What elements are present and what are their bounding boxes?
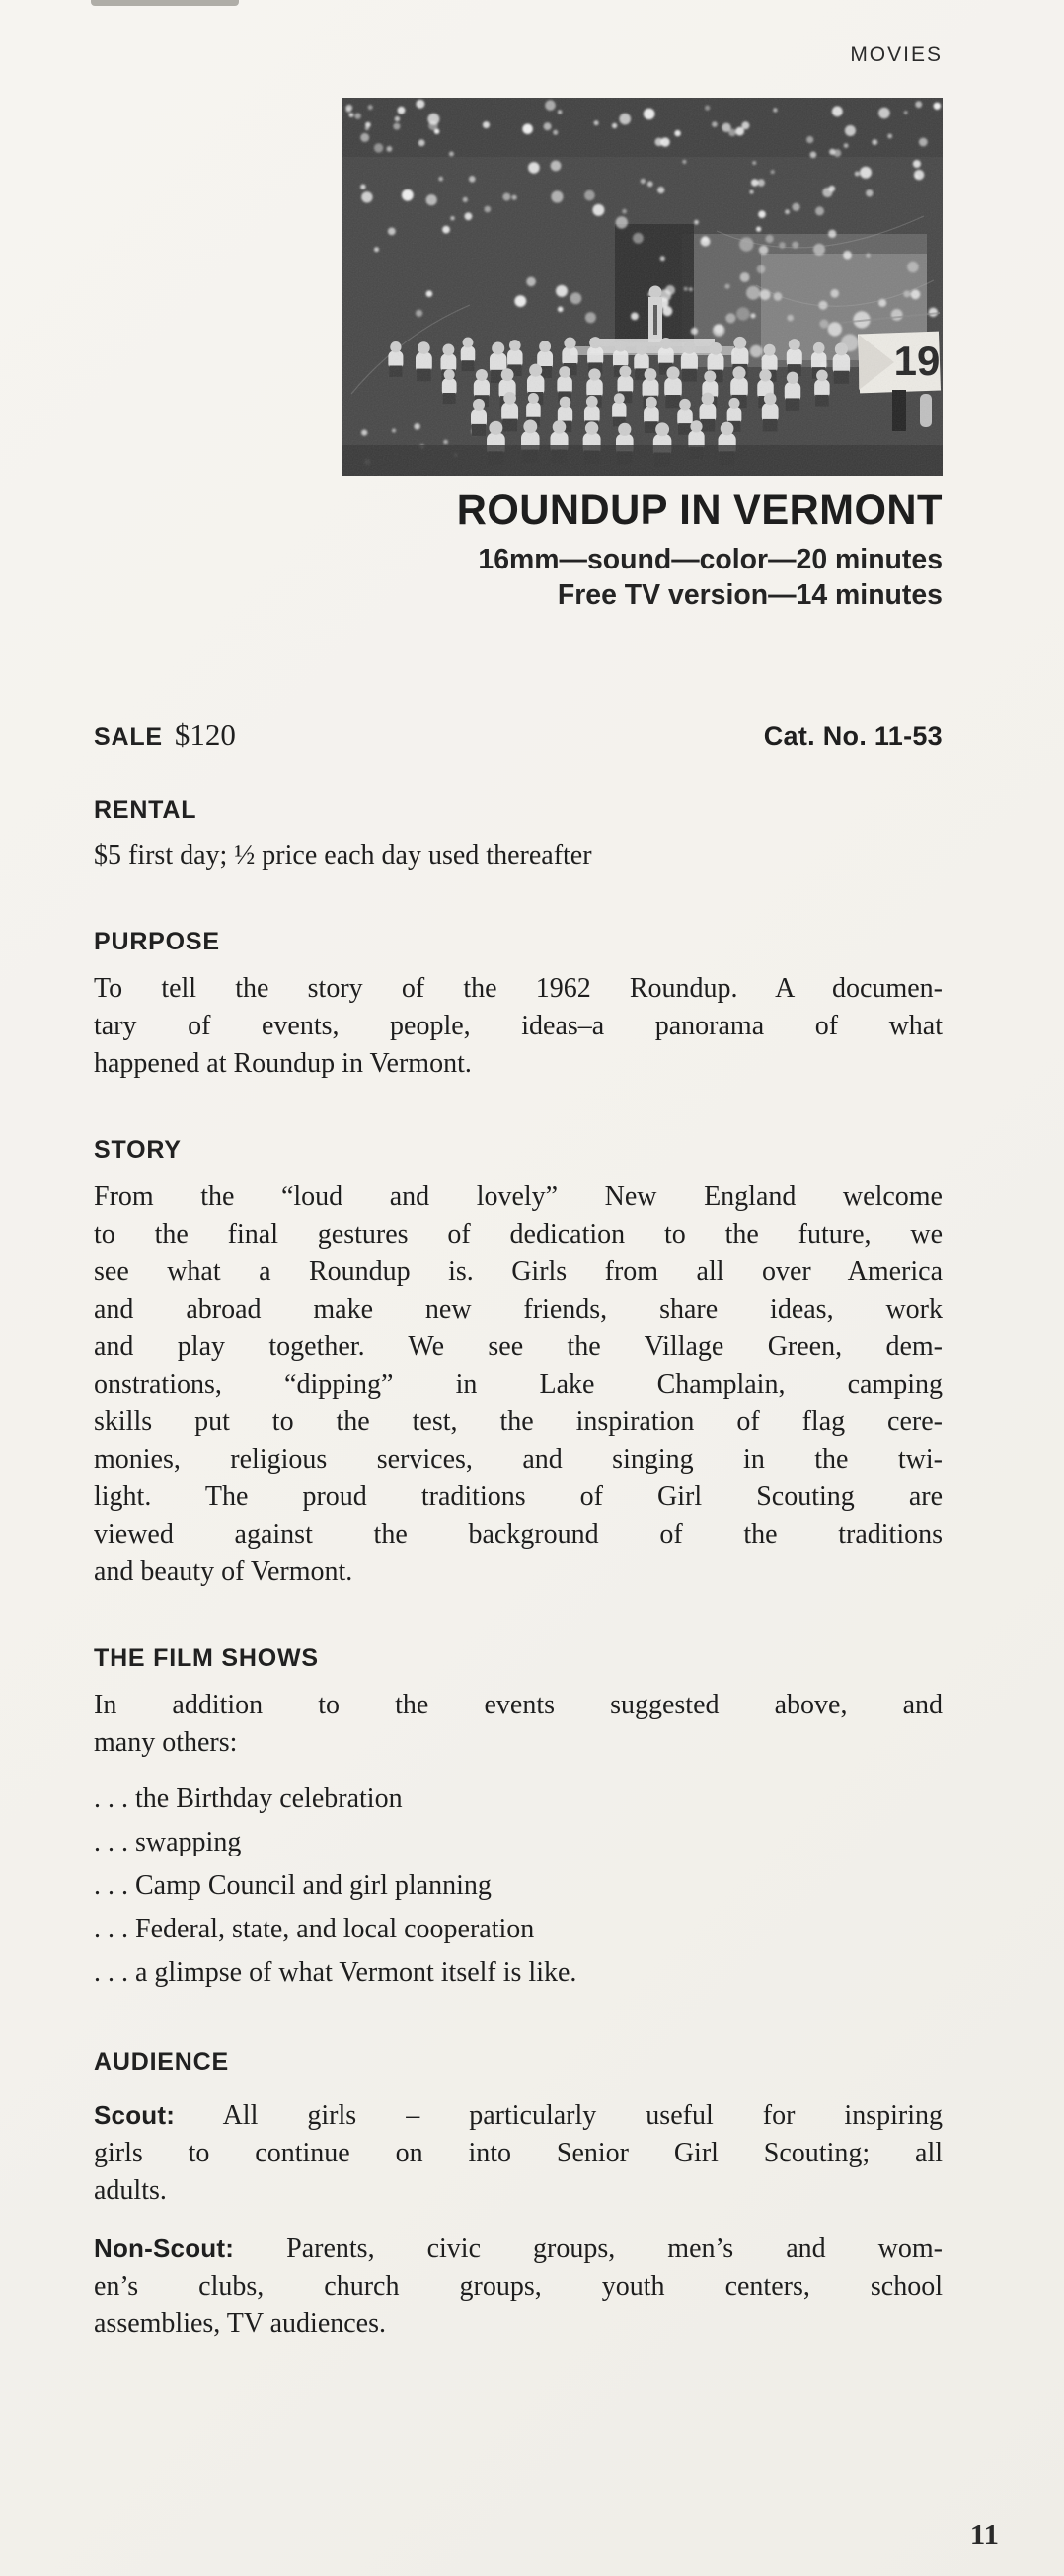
text-line: onstrations, “dipping” in Lake Champlain, camping <box>94 1369 943 1400</box>
list-item: . . . Federal, state, and local cooperation <box>94 1914 535 1944</box>
non-scout-label: Non-Scout: <box>94 2234 235 2263</box>
catalog-number: Cat. No. 11-53 <box>763 721 943 751</box>
text-line: From the “loud and lovely” New England welcome <box>94 1181 943 1212</box>
audience-heading: AUDIENCE <box>94 2048 229 2076</box>
film-shows-intro <box>94 1687 943 1762</box>
film-format-line: 16mm—sound—color—20 minutes <box>478 544 943 575</box>
text-line: see what a Roundup is. Girls from all over America <box>94 1256 943 1287</box>
text-line: en’s clubs, church groups, youth centers, school <box>94 2271 943 2302</box>
text-line: to the final gestures of dedication to the future, we <box>94 1219 943 1250</box>
text-line <box>94 2096 943 2135</box>
text-line: and abroad make new friends, share ideas, work <box>94 1294 943 1325</box>
text-line: To tell the story of the 1962 Roundup. A documen- <box>94 973 943 1004</box>
sale-row <box>94 718 943 753</box>
text-line: tary of events, people, ideas–a panorama of what <box>94 1011 943 1041</box>
page-number: 11 <box>969 2517 999 2551</box>
text-line: In addition to the events suggested above, and <box>94 1690 943 1720</box>
film-photo <box>342 98 943 476</box>
text-line: monies, religious services, and singing in the twi- <box>94 1444 943 1475</box>
text-line: skills put to the test, the inspiration of flag cere- <box>94 1406 943 1437</box>
sale-price-group <box>94 718 236 753</box>
film-media-block <box>342 98 943 613</box>
text-span: All girls – particularly useful for inspiring <box>222 2100 943 2131</box>
text-line: and beauty of Vermont. <box>94 1556 353 1587</box>
text-line: many others: <box>94 1727 238 1758</box>
text-line: light. The proud traditions of Girl Scouting are <box>94 1481 943 1512</box>
page-content <box>0 43 1064 2343</box>
text-line <box>94 2230 943 2268</box>
text-line: happened at Roundup in Vermont. <box>94 1048 472 1079</box>
text-line: and play together. We see the Village Green, dem- <box>94 1331 943 1362</box>
sale-price: $120 <box>174 718 236 752</box>
sale-label: SALE <box>94 723 163 751</box>
text-line: assemblies, TV audiences. <box>94 2309 387 2339</box>
purpose-heading: PURPOSE <box>94 928 220 955</box>
story-paragraph <box>94 1178 943 1591</box>
film-shows-list <box>94 1778 943 1995</box>
film-shows-heading: THE FILM SHOWS <box>94 1644 319 1672</box>
audience-non-scout-paragraph <box>94 2230 943 2343</box>
text-line: girls to continue on into Senior Girl Scouting; all <box>94 2138 943 2168</box>
scout-label: Scout: <box>94 2100 176 2130</box>
purpose-paragraph <box>94 970 943 1083</box>
section-kicker: MOVIES <box>850 43 943 66</box>
film-credits <box>353 542 943 613</box>
text-line: viewed against the background of the traditions <box>94 1519 943 1550</box>
audience-scout-paragraph <box>94 2096 943 2210</box>
film-tv-line: Free TV version—14 minutes <box>557 579 943 611</box>
text-line: adults. <box>94 2175 167 2206</box>
film-title: ROUNDUP IN VERMONT <box>456 487 943 534</box>
story-heading: STORY <box>94 1136 182 1164</box>
list-item: . . . Camp Council and girl planning <box>94 1870 492 1901</box>
list-item: . . . a glimpse of what Vermont itself is like. <box>94 1957 577 1988</box>
photo-grain <box>342 98 943 476</box>
flag-number-text: 19 <box>893 338 941 384</box>
rental-terms: $5 first day; ½ price each day used thereafter <box>94 840 592 871</box>
rental-heading: RENTAL <box>94 796 197 824</box>
list-item: . . . swapping <box>94 1827 242 1857</box>
text-span: Parents, civic groups, men’s and wom- <box>286 2234 944 2264</box>
list-item: . . . the Birthday celebration <box>94 1783 403 1814</box>
scan-artifact <box>91 0 239 6</box>
